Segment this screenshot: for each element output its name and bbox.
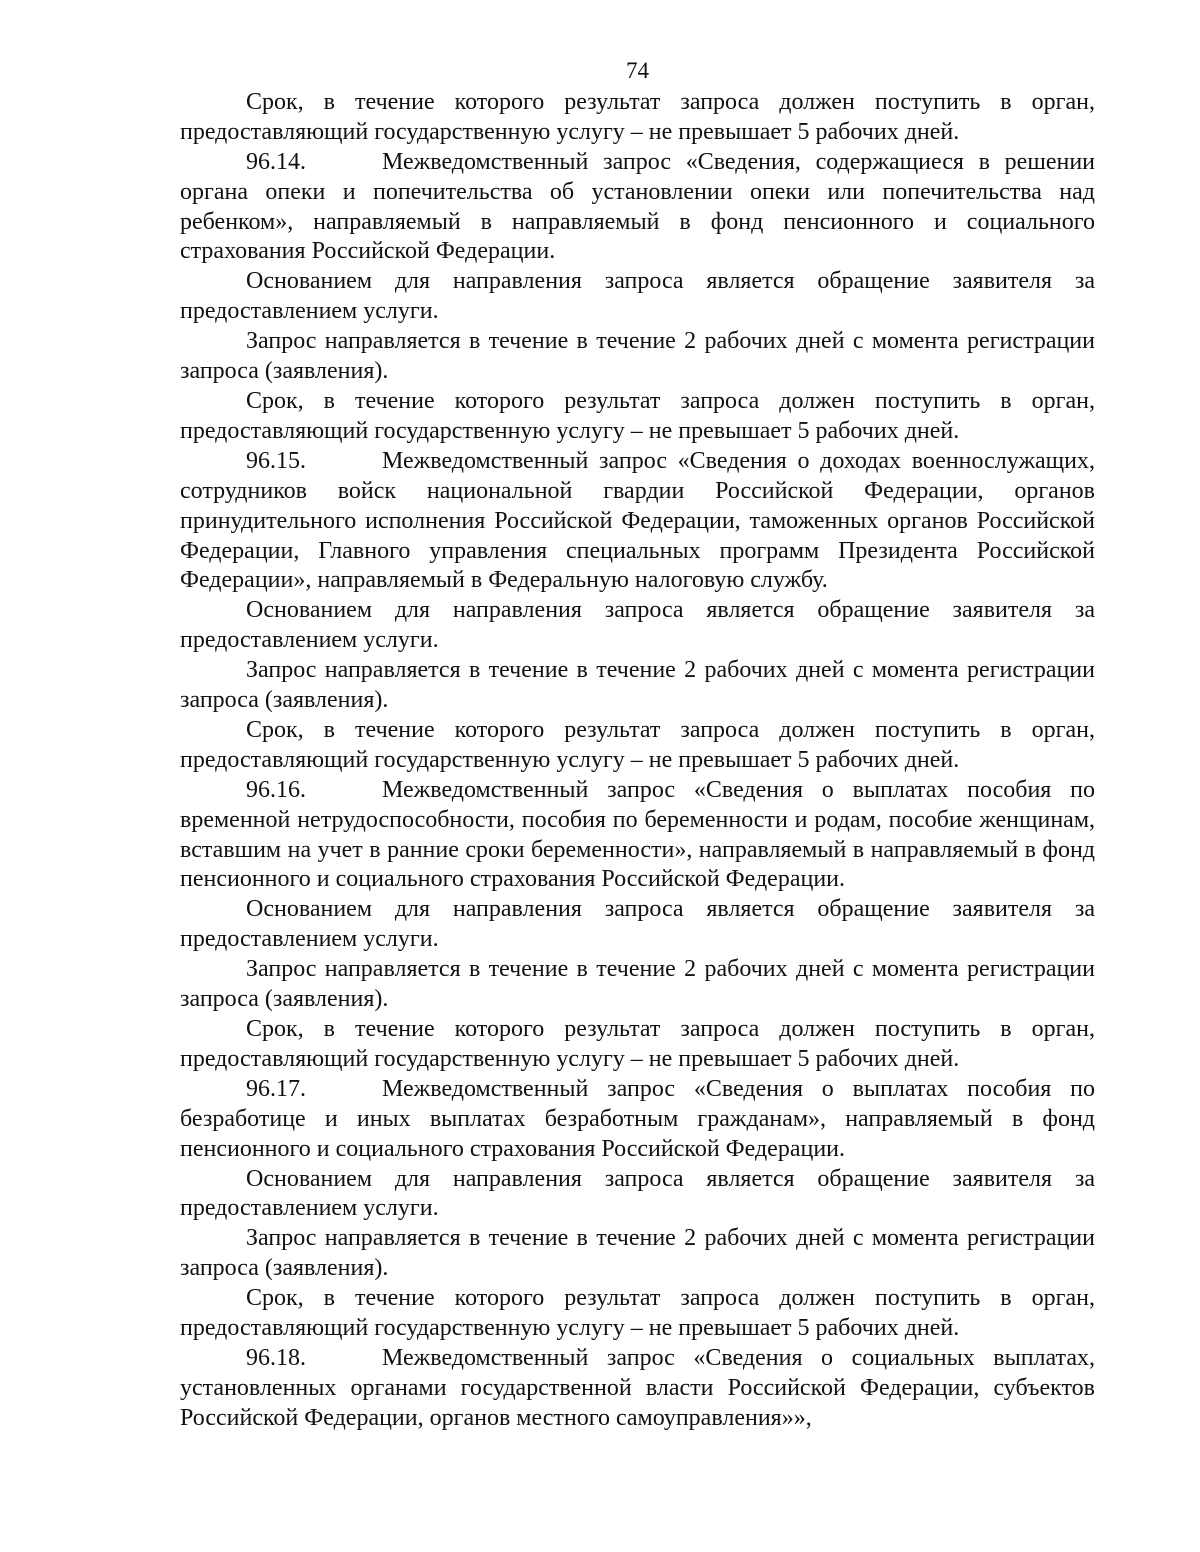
item-number: 96.16. <box>246 776 306 803</box>
numbered-item <box>180 776 1095 896</box>
item-number: 96.14. <box>246 148 306 175</box>
numbered-item <box>180 148 1095 268</box>
item-text: Межведомственный запрос «Сведения о социальных выплатах, установленных органами государственной власти Российской Федерации, субъектов Российской Федерации, органов местного самоуправления»», <box>180 1344 1095 1431</box>
page-number: 74 <box>626 58 649 83</box>
paragraph: Запрос направляется в течение в течение 2 рабочих дней с момента регистрации запроса (заявления). <box>180 956 1095 1013</box>
paragraph: Основанием для направления запроса является обращение заявителя за предоставлением услуги. <box>180 597 1095 654</box>
item-number: 96.17. <box>246 1075 306 1102</box>
paragraph: Основанием для направления запроса является обращение заявителя за предоставлением услуги. <box>180 268 1095 325</box>
paragraph: Срок, в течение которого результат запроса должен поступить в орган, предоставляющий государственную услугу – не превышает 5 рабочих дней. <box>180 1285 1095 1342</box>
paragraph: Основанием для направления запроса является обращение заявителя за предоставлением услуги. <box>180 896 1095 953</box>
item-text: Межведомственный запрос «Сведения, содержащиеся в решении органа опеки и попечительства об установлении опеки или попечительства над ребенком», направляемый в направляемый в фонд пенсионного и социального страхования Российской Федерации. <box>180 148 1095 265</box>
item-text: Межведомственный запрос «Сведения о выплатах пособия по безработице и иных выплатах безработным гражданам», направляемый в фонд пенсионного и социального страхования Российской Федерации. <box>180 1075 1095 1162</box>
numbered-item <box>180 1344 1095 1434</box>
item-text: Межведомственный запрос «Сведения о выплатах пособия по временной нетрудоспособности, пособия по беременности и родам, пособие женщинам, вставшим на учет в ранние сроки беременности», направляемый в направляемый в фонд пенсионного и социального страхования Российской Федерации. <box>180 776 1095 893</box>
paragraph: Срок, в течение которого результат запроса должен поступить в орган, предоставляющий государственную услугу – не превышает 5 рабочих дней. <box>180 716 1095 773</box>
paragraph: Основанием для направления запроса является обращение заявителя за предоставлением услуги. <box>180 1165 1095 1222</box>
paragraph: Запрос направляется в течение в течение 2 рабочих дней с момента регистрации запроса (заявления). <box>180 328 1095 385</box>
paragraph: Срок, в течение которого результат запроса должен поступить в орган, предоставляющий государственную услугу – не превышает 5 рабочих дней. <box>180 88 1095 145</box>
paragraph: Срок, в течение которого результат запроса должен поступить в орган, предоставляющий государственную услугу – не превышает 5 рабочих дней. <box>180 1016 1095 1072</box>
numbered-item <box>180 1075 1095 1165</box>
document-page <box>180 56 1095 1434</box>
item-number: 96.18. <box>246 1344 306 1371</box>
item-number: 96.15. <box>246 447 306 474</box>
paragraph: Запрос направляется в течение в течение 2 рабочих дней с момента регистрации запроса (заявления). <box>180 657 1095 714</box>
paragraph: Срок, в течение которого результат запроса должен поступить в орган, предоставляющий государственную услугу – не превышает 5 рабочих дней. <box>180 387 1095 444</box>
numbered-item <box>180 447 1095 597</box>
paragraph: Запрос направляется в течение в течение 2 рабочих дней с момента регистрации запроса (заявления). <box>180 1225 1095 1282</box>
document-body <box>180 88 1095 1434</box>
item-text: Межведомственный запрос «Сведения о доходах военнослужащих, сотрудников войск национальной гвардии Российской Федерации, органов принудительного исполнения Российской Федерации, таможенных органов Российской Федерации, Главного управления специальных программ Президента Российской Федерации», направляемый в Федеральную налоговую службу. <box>180 447 1095 594</box>
